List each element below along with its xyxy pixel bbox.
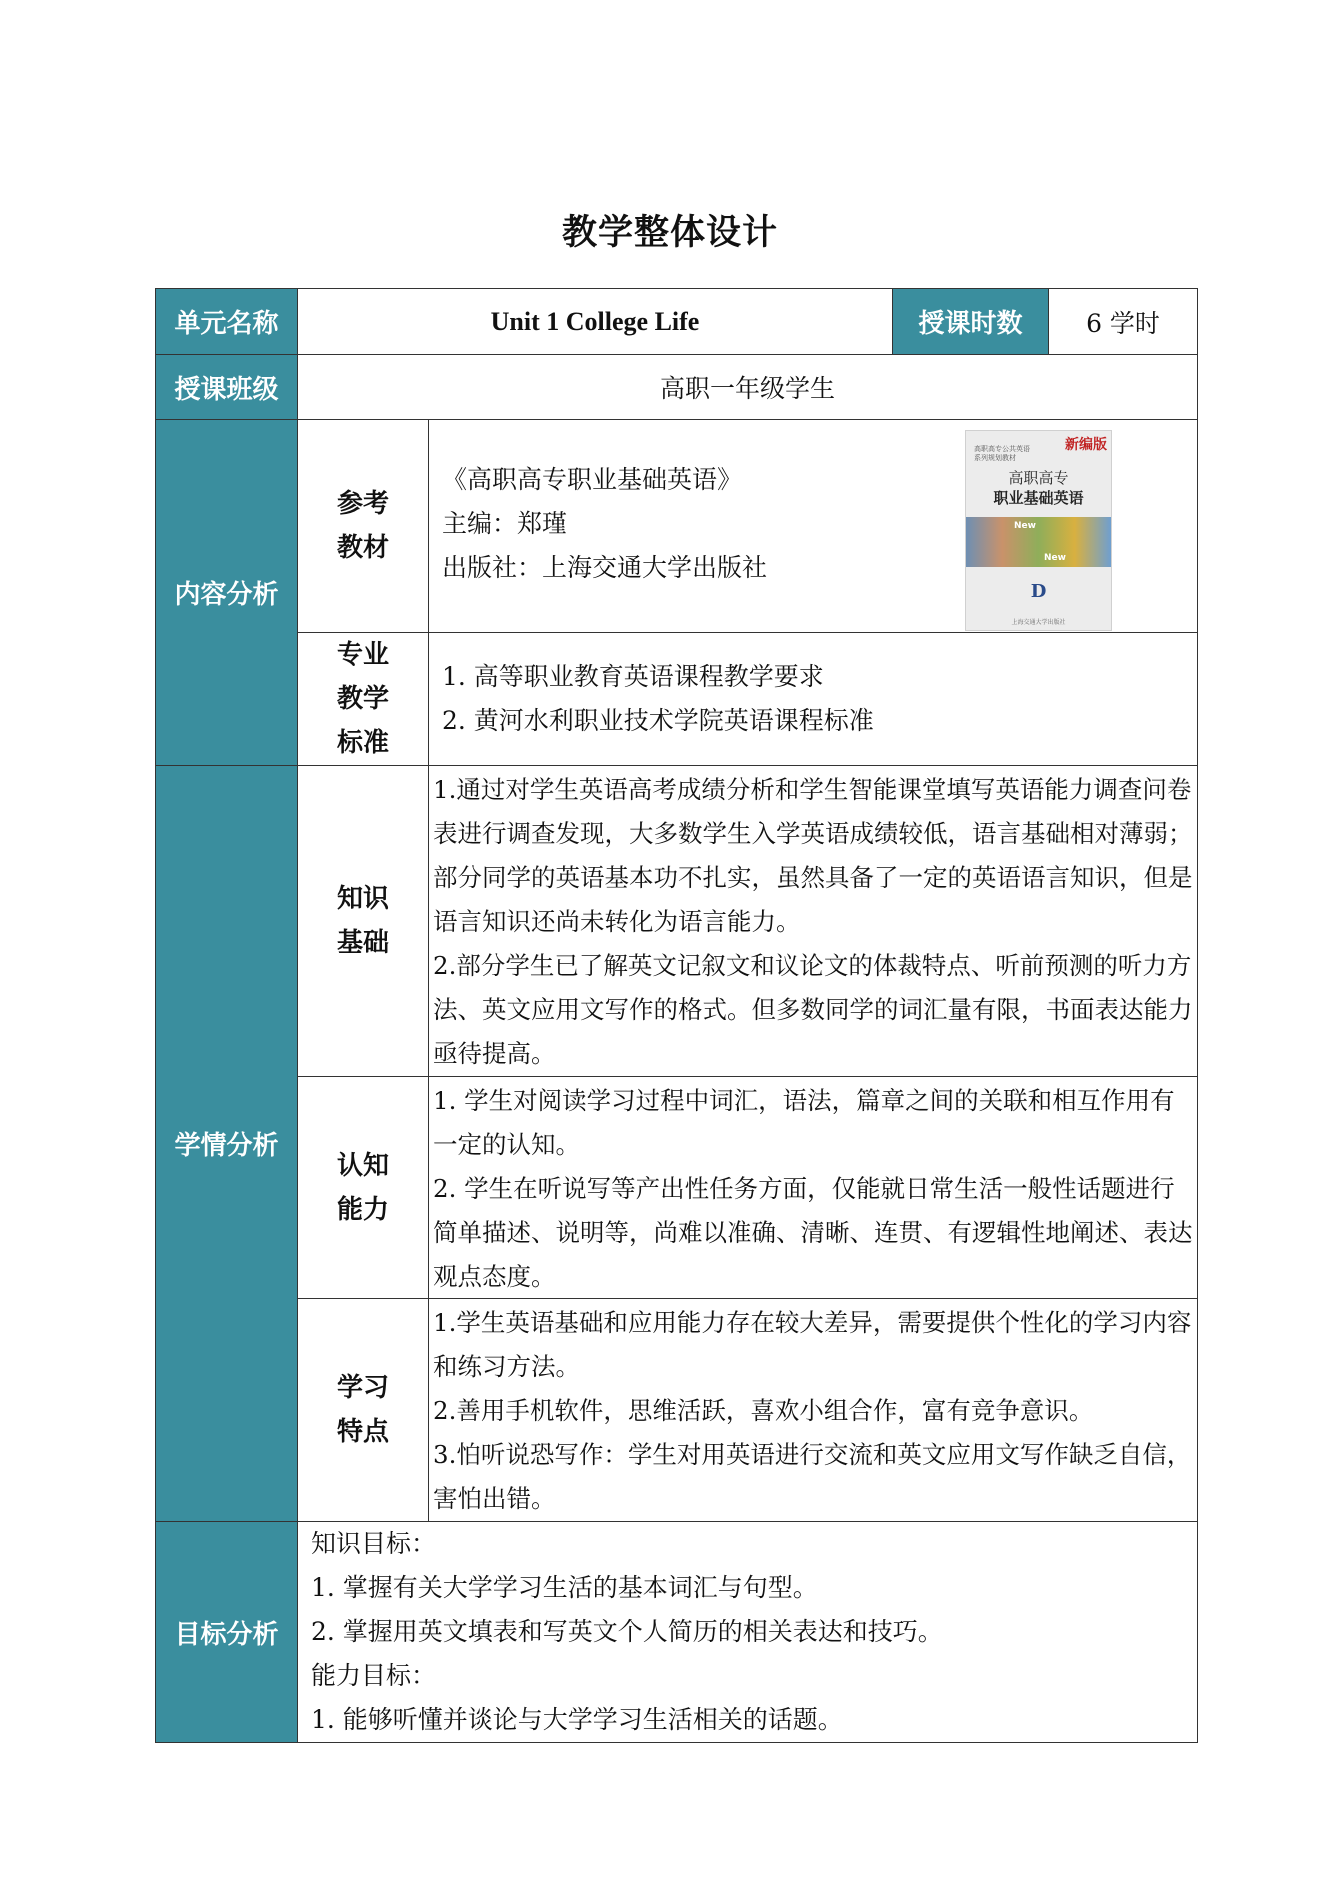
class-hours-value: 6 学时 [1048,288,1198,355]
knowledge-base-text [428,765,1198,1077]
content-analysis-label: 内容分析 [155,419,298,766]
goal-item: 1. 掌握有关大学学习生活的基本词汇与句型。 [311,1573,818,1602]
goal-item: 2. 掌握用英文填表和写英文个人简历的相关表达和技巧。 [311,1617,943,1646]
learning-traits-text [428,1298,1198,1522]
cover-title-line2: 职业基础英语 [993,489,1084,507]
paragraph: 3.怕听说恐写作：学生对用英语进行交流和英文应用文写作缺乏自信，害怕出错。 [433,1440,1192,1513]
cover-series: 高职高专公共英语 系列规划教材 [974,445,1030,462]
textbook-label: 参考 教材 [297,419,429,633]
paragraph: 1. 学生对阅读学习过程中词汇，语法，篇章之间的关联和相互作用有一定的认知。 [433,1086,1175,1159]
cover-new-badge: New [1044,553,1066,563]
paragraph: 2.善用手机软件，思维活跃，喜欢小组合作，富有竞争意识。 [433,1396,1094,1425]
cover-edition-tag: 新编版 [1065,437,1107,453]
standards-label: 专业 教学 标准 [297,632,429,766]
class-value: 高职一年级学生 [297,354,1198,420]
cognitive-ability-label: 认知 能力 [297,1076,429,1299]
standards-list [428,632,1198,766]
paragraph: 1.学生英语基础和应用能力存在较大差异，需要提供个性化的学习内容和练习方法。 [433,1308,1192,1381]
goal-item: 1. 能够听懂并谈论与大学学习生活相关的话题。 [311,1705,843,1734]
goal-heading: 能力目标： [311,1661,437,1690]
textbook-cover-image [965,430,1112,631]
page-title: 教学整体设计 [561,213,778,253]
class-hours-label: 授课时数 [892,288,1049,355]
unit-name-label: 单元名称 [155,288,298,355]
standard-item: 2. 黄河水利职业技术学院英语课程标准 [442,706,874,735]
knowledge-base-label: 知识 基础 [297,765,429,1077]
textbook-editor: 主编：郑瑾 [442,509,568,538]
student-analysis-label: 学情分析 [155,765,298,1522]
unit-name-value: Unit 1 College Life [297,288,893,355]
cover-title-line1: 高职高专 [1008,469,1069,487]
cover-publisher-logo: D [1030,581,1047,602]
paragraph: 2. 学生在听说写等产出性任务方面，仅能就日常生活一般性话题进行简单描述、说明等，尚难以准确、清晰、连贯、有逻辑性地阐述、表达观点态度。 [433,1174,1193,1291]
cognitive-ability-text [428,1076,1198,1299]
goal-heading: 知识目标： [311,1529,437,1558]
paragraph: 2.部分学生已了解英文记叙文和议论文的体裁特点、听前预测的听力方法、英文应用文写作的格式。但多数同学的词汇量有限，书面表达能力亟待提高。 [433,951,1193,1068]
learning-traits-label: 学习 特点 [297,1298,429,1522]
cover-publisher: 上海交通大学出版社 [1011,619,1066,626]
goal-analysis-text [297,1521,1198,1743]
textbook-publisher: 出版社：上海交通大学出版社 [442,553,768,582]
textbook-title: 《高职高专职业基础英语》 [442,465,743,494]
standard-item: 1. 高等职业教育英语课程教学要求 [442,662,824,691]
paragraph: 1.通过对学生英语高考成绩分析和学生智能课堂填写英语能力调查问卷表进行调查发现，大多数学生入学英语成绩较低，语言基础相对薄弱；部分同学的英语基本功不扎实，虽然具备了一定的英语语言知识，但是语言知识还尚未转化为语言能力。 [433,775,1193,936]
cover-photo-strip [966,517,1111,567]
cover-new-badge: New [1014,521,1036,531]
goal-analysis-label: 目标分析 [155,1521,298,1743]
class-label: 授课班级 [155,354,298,420]
